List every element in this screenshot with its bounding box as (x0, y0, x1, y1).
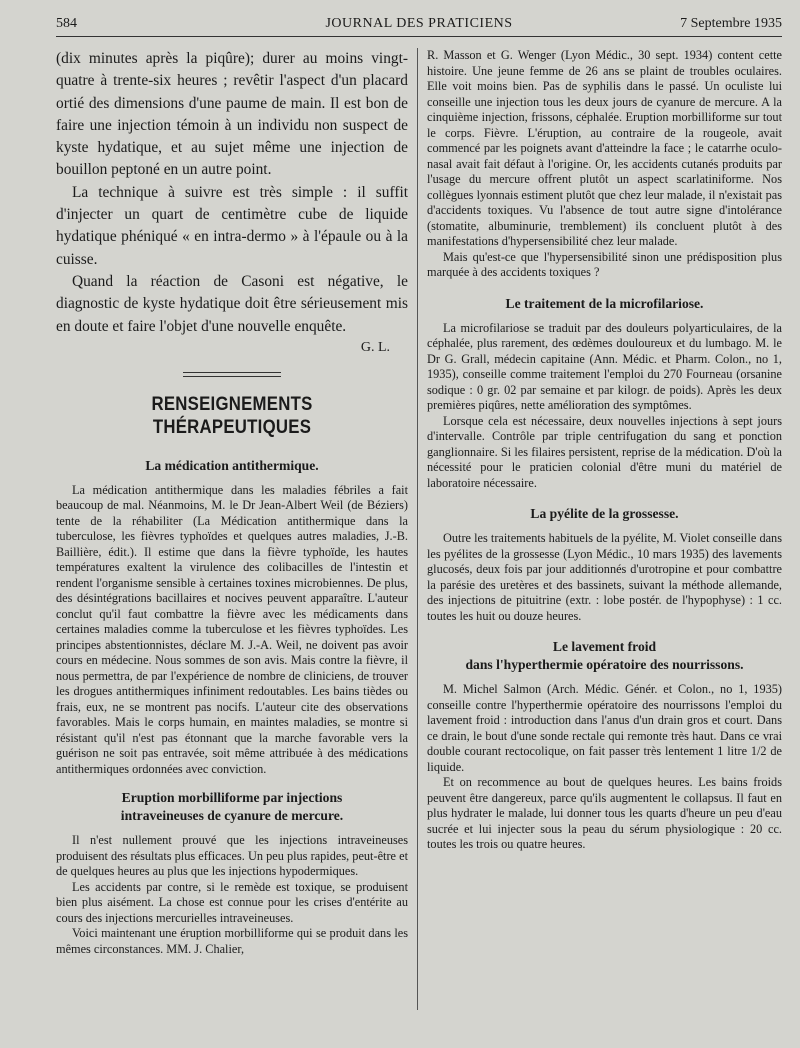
intro-paragraph: (dix minutes après la piqûre); durer au moins vingt-quatre à trente-six heures ; revêtir l'aspect d'un placard ortié des dimensions d'une paume de main. Il est bon de faire une injection témoin à un individu non suspect de kyste hydatique, et au sujet même une injection de bouillon peptoné en un autre point. (56, 50, 408, 179)
article-title: La médication antithermique. (145, 457, 319, 473)
left-column (56, 48, 408, 957)
ornamental-divider (183, 372, 281, 377)
signature: G. L. (360, 339, 390, 355)
header-rule (56, 36, 782, 37)
article-body: Outre les traitements habituels de la pyélite, M. Violet conseille dans les pyélites de la grossesse (Lyon Médic., 10 mars 1935) des lavements glucosés, deux fois par jour additionnés d'urotropine et pour combattre la parésie des uretères et des bassinets, suivant la méthode allemande, des injections de pituitrine (extr. : lobe postér. de l'hypophyse) : 1 cc. toutes les huit ou douze heures. (427, 531, 782, 623)
article-body: R. Masson et G. Wenger (Lyon Médic., 30 sept. 1934) content cette histoire. Une jeune femme de 26 ans se plaint de troubles oculaires. Elle voit moins bien. Pas de syphilis dans le passé. Un oculiste lui conseille une injection tous les deux jours de cyanure de mercure. A la cinquième injection, frissons, céphalée. Eruption morbilliforme sur tout le corps. Fièvre. L'éruption, au contraire de la rougeole, avait commencé par les poignets avant d'atteindre la face ; le catarrhe oculo-nasal avait fait défaut à l'origine. Or, les accidents cutanés produits par l'usage du mercure offrent plutôt un aspect scarlatiniforme. Nos collègues lyonnais estiment plutôt que chez leur malade, il n'existait pas d'accidents toxiques. Vu l'absence de tout autre signe d'intolérance (stomatite, albuminurie, tremblement) ils concluent plutôt à des manifestations d'hypersensibilité chez leur malade. (427, 48, 782, 248)
article-body: Les accidents par contre, si le remède est toxique, se produisent bien plus aisément. La chose est connue pour les crises d'entérite au cours des injections mercurielles intraveineuses. (56, 879, 408, 925)
article-body: La médication antithermique dans les maladies fébriles a fait beaucoup de mal. Néanmoins, M. le Dr Jean-Albert Weil (de Béziers) tente de la réhabiliter (La Médication antithermique dans la tuberculose, les fièvres typhoïdes et quelques autres maladies, J.-B. Baillière, édit.). Il estime que dans la fièvre typhoïde, les hautes températures exaltent la virulence des colibacilles de l'intestin et rendent l'organisme sensible à certaines toxines microbiennes. De plus, des désintégrations bacillaires et nocives peuvent apparaître. L'auteur conclut qu'il faut combattre la fièvre avec les médicaments dans certaines maladies comme la tuberculose et les fièvres typhoïdes. Les principes abstentionnistes, déclare M. J.-A. Weil, ne doivent pas avoir cours en médecine. Nous sommes de son avis. Mais contre la fièvre, il nous permettra, de par l'expérience de nombre de cliniciens, de trouver les drogues antithermiques infiniment redoutables. Les bains tièdes ou frais, eux, ne se montrent pas nocifs. L'auteur cite des observations favorables. Mais le corps humain, en maintes maladies, se montre si résistant qu'il n'est pas étonnant que la marche favorable vers la guérison ne soit pas entravée, soit même attribuée à des médications antithermiques ordonnées avec conviction. (56, 482, 408, 776)
section-title: RENSEIGNEMENTS THÉRAPEUTIQUES (151, 392, 313, 438)
intro-paragraph: Quand la réaction de Casoni est négative, le diagnostic de kyste hydatique doit être sérieusement mis en doute et faire l'objet d'une nouvelle enquête. (56, 272, 408, 335)
article-title: La pyélite de la grossesse. (530, 506, 679, 521)
right-column (427, 48, 782, 853)
column-divider (417, 48, 418, 1010)
intro-paragraph: La technique à suivre est très simple : il suffit d'injecter un quart de centimètre cube de liquide hydatique phéniqué « en intra-dermo » à l'épaule ou à la cuisse. (56, 183, 408, 268)
article-title: Eruption morbilliforme par injections intraveineuses de cyanure de mercure. (120, 790, 344, 824)
article-body: Mais qu'est-ce que l'hypersensibilité sinon une prédisposition plus marquée à des accidents toxiques ? (427, 249, 782, 279)
article-body: Voici maintenant une éruption morbilliforme qui se produit dans les mêmes circonstances. MM. J. Chalier, (56, 926, 408, 956)
issue-date: 7 Septembre 1935 (680, 16, 782, 31)
journal-title: JOURNAL DES PRATICIENS (325, 16, 513, 31)
article-body: M. Michel Salmon (Arch. Médic. Génér. et Colon., no 1, 1935) conseille contre l'hyperthermie opératoire des nourrissons l'emploi du lavement froid : introduction dans l'anus d'un drain gros et court. Dans ce drain, le bout d'une sonde rectale qui remonte très haut. Dans ce vrai double courant rectocolique, on fait passer très lentement 1 litre 1/2 de liquide. (427, 682, 782, 774)
article-body: La microfilariose se traduit par des douleurs polyarticulaires, de la céphalée, plus rarement, des œdèmes douloureux et du lumbago. M. le Dr G. Grall, médecin capitaine (Ann. Médic. et Pharm. Colon., no 1, 1935), conseille comme traitement l'emploi du 270 Fourneau (orsanine sodique : 0 gr. 02 par semaine et par kilogr. de poids). Après les deux premières piqûres, nette amélioration des symptômes. (427, 320, 782, 412)
article-title: Le traitement de la microfilariose. (505, 295, 704, 311)
article-body: Il n'est nullement prouvé que les injections intraveineuses produisent des résultats plus efficaces. Un peu plus rapides, peut-être et de quelques heures au plus que les injections hypodermiques. (56, 833, 408, 879)
page-number: 584 (56, 16, 77, 31)
article-body: Et on recommence au bout de quelques heures. Les bains froids peuvent être dangereux, parce qu'ils augmentent le collapsus. Il faut en plus hydrater le malade, lui donner tous les quarts d'heure un peu d'eau sucrée et lui injecter sous la peau du sérum physiologique : 20 cc. toutes les trois ou quatre heures. (427, 775, 782, 851)
article-title: Le lavement froid dans l'hyperthermie opératoire des nourrissons. (465, 639, 744, 672)
article-body: Lorsque cela est nécessaire, deux nouvelles injections à sept jours d'intervalle. Contrôle par triple centrifugation du sang et ponction ganglionnaire. Si les filaires persistent, reprise de la médication. D'où la nécessité pour le praticien colonial d'être muni du matériel de laboratoire nécessaire. (427, 413, 782, 490)
